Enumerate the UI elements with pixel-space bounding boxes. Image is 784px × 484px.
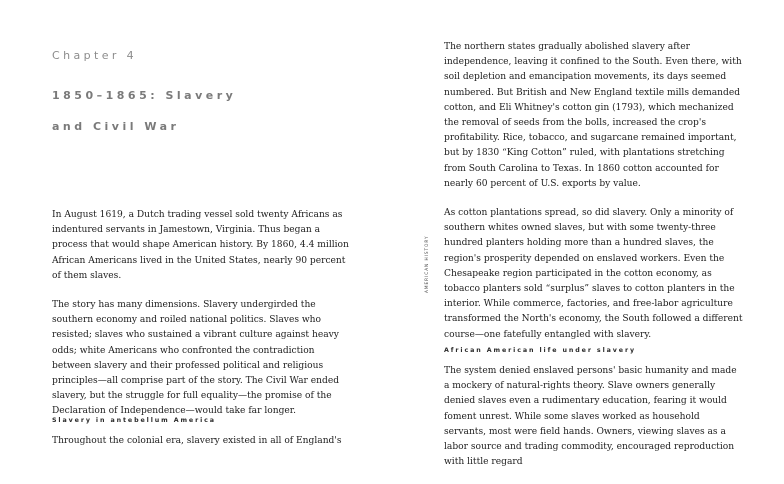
paragraph: Throughout the colonial era, slavery existed in all of England's <box>52 436 342 446</box>
chapter-title-line-1: 1850–1865: Slavery <box>52 89 237 102</box>
paragraph: The system denied enslaved persons' basic humanity and made a mockery of natural-rights theory. Slave owners generally denied slaves even a rudimentary education, fearing it would foment unrest. While some slaves worked as household servants, most were field hands. Owners, viewing slaves as a labor source and trading commodity, encouraged reproduction with little regard <box>444 366 737 468</box>
paragraph: As cotton plantations spread, so did slavery. Only a minority of southern whites owned slaves, but with some twenty-three hundred planters holding more than a hundred slaves, the region's prosperity depended on enslaved workers. Even the Chesapeake region participated in the cotton economy, as tobacco planters sold “surplus” slaves to cotton planters in the interior. While commerce, factories, and free-labor agriculture transformed the North's economy, the South followed a different course—one fatefully entangled with slavery. <box>444 208 743 340</box>
paragraph: The northern states gradually abolished slavery after independence, leaving it confined to the South. Even there, with soil depletion and emancipation movements, its days seemed numbered. But British and New England textile mills demanded cotton, and Eli Whitney's cotton gin (1793), which mechanized the removal of seeds from the bolls, increased the crop's profitability. Rice, tobacco, and sugarcane remained important, but by 1830 “King Cotton” ruled, with plantations stretching from South Carolina to Texas. In 1860 cotton accounted for nearly 60 percent of U.S. exports by value. <box>444 42 742 189</box>
right-body-bottom-text <box>444 364 744 484</box>
section-heading: Slavery in antebellum America <box>52 417 216 424</box>
left-page <box>0 0 392 446</box>
chapter-label: Chapter 4 <box>52 49 138 62</box>
chapter-title-line-2: and Civil War <box>52 120 180 133</box>
right-body-text <box>444 40 744 357</box>
chapter-title <box>52 80 352 142</box>
paragraph: The story has many dimensions. Slavery undergirded the southern economy and roiled national politics. Slaves who resisted; slaves who sustained a vibrant culture against heavy odds; white Americans who confronted the contradiction between slavery and their professed political and religious principles—all comprise part of the story. The Civil War ended slavery, but the struggle for full equality—the promise of the Declaration of Independence—would take far longer. <box>52 300 340 417</box>
paragraph: In August 1619, a Dutch trading vessel sold twenty Africans as indentured servants in Jamestown, Virginia. Thus began a process that would shape American history. By 1860, 4.4 million African Americans lived in the United States, nearly 90 percent of them slaves. <box>52 210 349 281</box>
right-page <box>392 0 784 468</box>
continuation-text <box>52 434 352 463</box>
left-body-text <box>52 208 352 434</box>
section-heading: African American life under slavery <box>444 347 636 354</box>
running-head: AMERICAN HISTORY <box>424 235 429 293</box>
